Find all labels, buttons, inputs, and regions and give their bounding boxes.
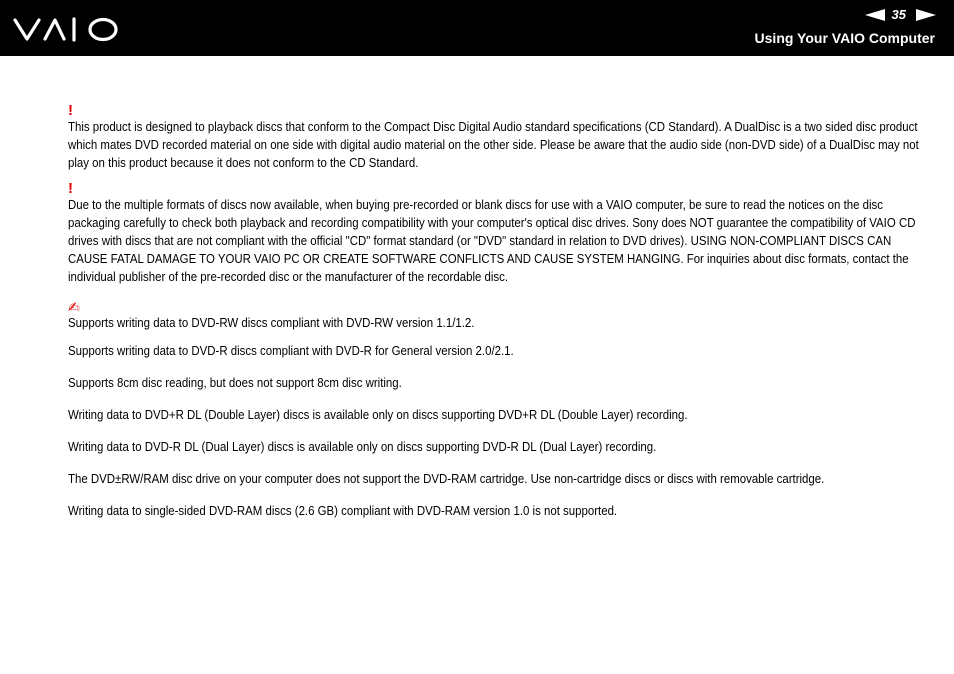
previous-page-arrow-icon[interactable] <box>865 9 885 21</box>
note-text: The DVD±RW/RAM disc drive on your computer does not support the DVD-RAM cartridge. Use non-cartridge discs or discs with removable cartridge. <box>68 471 825 486</box>
warning-text: Due to the multiple formats of discs now available, when buying pre-recorded or blank discs for use with a VAIO computer, be sure to read the notices on the disc packaging carefully to check both playback and recording compatibility with your computer's optical disc drives. Sony does NOT guarantee the compatibility of VAIO CD drives with discs that are not compliant with the official "CD" format standard (or "DVD" standard in relation to DVD drives). USING NON-COMPLIANT DISCS CAN CAUSE FATAL DAMAGE TO YOUR VAIO PC OR CREATE SOFTWARE CONFLICTS AND CAUSE SYSTEM HANGING. For inquiries about disc formats, contact the individual publisher of the pre-recorded disc or the manufacturer of the recordable disc. <box>68 197 916 284</box>
warning-icon: ! <box>68 180 73 197</box>
header-bar <box>0 0 954 56</box>
note-text: Writing data to DVD-R DL (Dual Layer) discs is available only on discs supporting DVD-R DL (Dual Layer) recording. <box>68 439 657 454</box>
page-navigation <box>865 6 936 24</box>
note-text: Supports writing data to DVD-RW discs compliant with DVD-RW version 1.1/1.2. <box>68 315 475 330</box>
note-item <box>68 502 928 520</box>
note-item <box>68 314 928 332</box>
warning-notice <box>68 182 928 286</box>
page-content <box>68 104 928 534</box>
warning-text: This product is designed to playback discs that conform to the Compact Disc Digital Audio standard specifications (CD Standard). A DualDisc is a two sided disc product which mates DVD recorded material on one side with digital audio material on the other side. Please be aware that the audio side (non-DVD side) of a DualDisc may not play on this product because it does not conform to the CD Standard. <box>68 119 919 170</box>
note-item <box>68 406 928 424</box>
warning-icon: ! <box>68 102 73 119</box>
section-title: Using Your VAIO Computer <box>754 30 935 46</box>
note-text: Writing data to single-sided DVD-RAM discs (2.6 GB) compliant with DVD-RAM version 1.0 is not supported. <box>68 503 618 518</box>
note-item <box>68 470 928 488</box>
page-number: 35 <box>891 7 906 22</box>
note-text: Writing data to DVD+R DL (Double Layer) discs is available only on discs supporting DVD+R DL (Double Layer) recording. <box>68 407 688 422</box>
vaio-logo <box>12 14 122 44</box>
note-text: Supports 8cm disc reading, but does not support 8cm disc writing. <box>68 375 402 390</box>
note-item <box>68 438 928 456</box>
note-item <box>68 374 928 392</box>
note-text: Supports writing data to DVD-R discs compliant with DVD-R for General version 2.0/2.1. <box>68 343 514 358</box>
note-pencil-icon: ✍ <box>68 299 80 315</box>
warning-notice <box>68 104 928 172</box>
next-page-arrow-icon[interactable] <box>916 9 936 21</box>
note-item <box>68 342 928 360</box>
